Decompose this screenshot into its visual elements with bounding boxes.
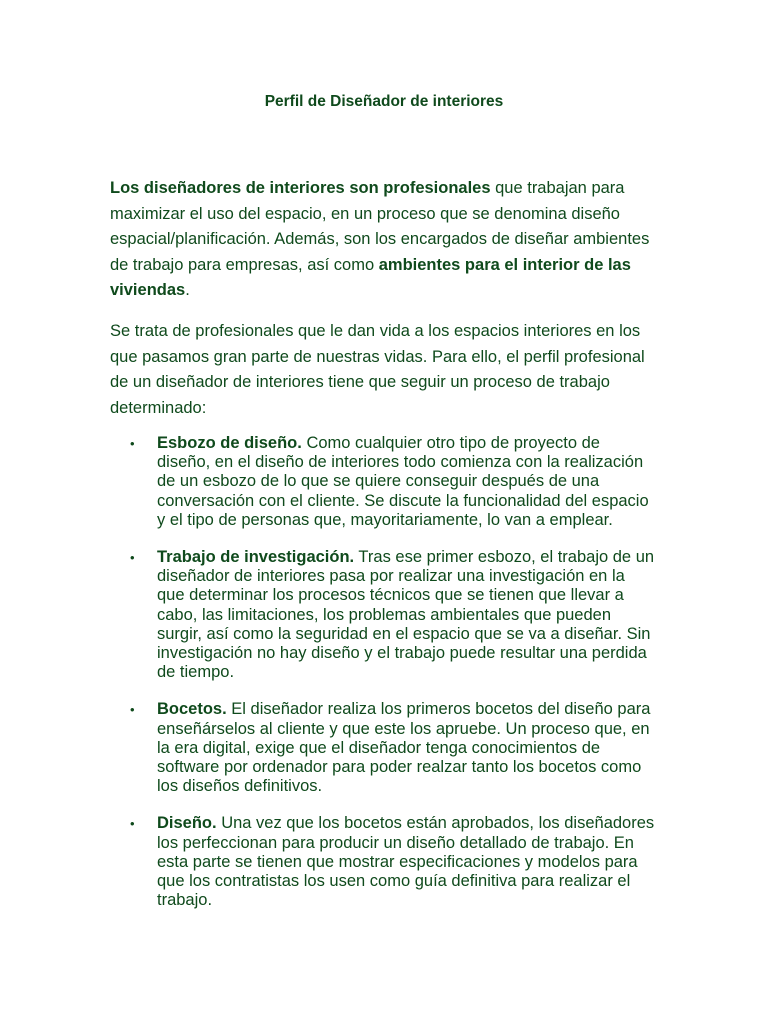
bullet-icon: • xyxy=(130,550,135,566)
intro-bold-mid: ambientes para el interior de las viviendas xyxy=(110,255,631,299)
document-title: Perfil de Diseñador de interiores xyxy=(264,93,504,110)
bullet-icon: • xyxy=(130,816,135,832)
process-list xyxy=(110,434,656,928)
list-item-investigacion xyxy=(110,548,656,682)
intro-bold-lead: Los diseñadores de interiores son profesionales xyxy=(110,179,491,197)
list-item-term: Trabajo de investigación. xyxy=(157,548,355,567)
list-item-text: Tras ese primer esbozo, el trabajo de un diseñador de interiores pasa por realizar una investigación en la que determinar los procesos técnicos que se tienen que llevar a cabo, las limitaciones, los problemas ambientales que pueden surgir, así como la seguridad en el espacio que se va a diseñar. Sin investigación no hay diseño y el trabajo puede resultar una perdida de tiempo. xyxy=(157,548,655,682)
list-item-text: Una vez que los bocetos están aprobados, los diseñadores los perfeccionan para producir un diseño detallado de trabajo. En esta parte se tienen que mostrar especificaciones y modelos para que los contratistas los usen como guía definitiva para realizar el trabajo. xyxy=(157,814,655,910)
list-item-esbozo xyxy=(110,434,656,530)
list-item-text: Como cualquier otro tipo de proyecto de diseño, en el diseño de interiores todo comienza con la realización de un esbozo de lo que se quiere conseguir después de una conversación con el cliente. Se discute la funcionalidad del espacio y el tipo de personas que, mayoritariamente, lo van a emplear. xyxy=(157,434,649,529)
list-item-diseno xyxy=(110,814,656,910)
list-item-term: Diseño. xyxy=(157,814,217,833)
intro-paragraph xyxy=(110,176,650,304)
intro-text-a: que trabajan para maximizar el uso del espacio, en un proceso que se denomina diseño espacial/planificación. Además, son los encargados de diseñar ambientes de trabajo para empresas, así como xyxy=(110,179,650,274)
list-item-text: El diseñador realiza los primeros bocetos del diseño para enseñárselos al cliente y que este los apruebe. Un proceso que, en la era digital, exige que el diseñador tenga conocimientos de software por ordenador para poder realzar tanto los bocetos como los diseños definitivos. xyxy=(157,700,651,796)
second-paragraph: Se trata de profesionales que le dan vida a los espacios interiores en los que pasamos gran parte de nuestras vidas. Para ello, el perfil profesional de un diseñador de interiores tiene que seguir un proceso de trabajo determinado: xyxy=(110,322,645,417)
list-item-bocetos xyxy=(110,700,656,796)
list-item-term: Bocetos. xyxy=(157,700,227,719)
bullet-icon: • xyxy=(130,702,135,718)
list-item-term: Esbozo de diseño. xyxy=(157,434,302,452)
bullet-icon: • xyxy=(130,436,135,451)
intro-text-b: . xyxy=(185,281,190,299)
